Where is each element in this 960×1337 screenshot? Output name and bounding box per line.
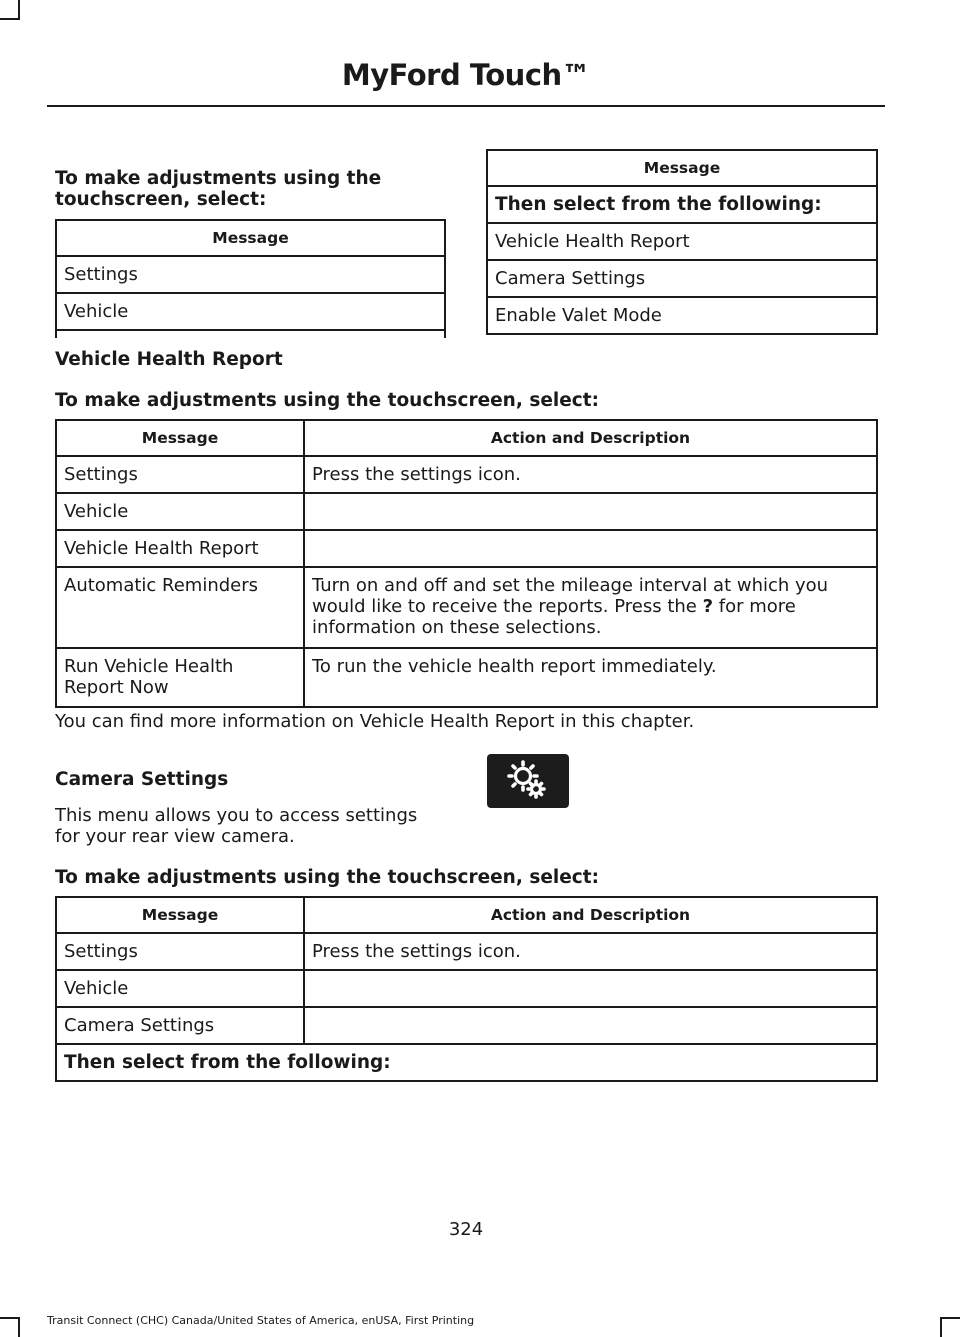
action-cell <box>304 1007 877 1044</box>
vhr-instruction: To make adjustments using the touchscreen, select: <box>55 390 599 411</box>
crop-mark <box>0 18 20 20</box>
action-cell <box>304 970 877 1007</box>
message-cell: Automatic Reminders <box>56 567 304 648</box>
crop-mark <box>18 0 20 20</box>
table-row <box>56 493 877 530</box>
crop-mark <box>940 1317 960 1319</box>
table-row <box>56 970 877 1007</box>
table-cell: Camera Settings <box>487 260 877 297</box>
header-divider <box>47 105 885 107</box>
vhr-table <box>55 419 878 708</box>
footer-text: Transit Connect (CHC) Canada/United States of America, enUSA, First Printing <box>47 1314 475 1327</box>
camera-title: Camera Settings <box>55 769 229 790</box>
table-row <box>56 530 877 567</box>
action-cell <box>304 530 877 567</box>
page-title: MyFord Touch™ <box>341 58 591 92</box>
vhr-title: Vehicle Health Report <box>55 349 283 370</box>
table-row <box>56 567 877 648</box>
table-row <box>56 648 877 707</box>
action-cell: Press the settings icon. <box>304 456 877 493</box>
action-text: for more information on these selections. <box>312 596 796 638</box>
table-row <box>56 1007 877 1044</box>
table-cell: Vehicle <box>56 293 445 330</box>
message-cell: Settings <box>56 456 304 493</box>
camera-table <box>55 896 878 1082</box>
table-cell: Enable Valet Mode <box>487 297 877 334</box>
table-row <box>56 1044 877 1081</box>
table-cell: Vehicle Health Report <box>487 223 877 260</box>
table-header-message: Message <box>56 220 445 256</box>
vhr-note: You can find more information on Vehicle Health Report in this chapter. <box>55 711 695 732</box>
right-message-table <box>486 149 878 335</box>
intro-heading: To make adjustments using the touchscreen, select: <box>55 168 382 210</box>
table-cell: Settings <box>56 256 445 293</box>
settings-gears-icon <box>487 754 569 808</box>
action-cell: To run the vehicle health report immediately. <box>304 648 877 707</box>
column-header-message: Message <box>56 897 304 933</box>
crop-mark <box>940 1317 942 1337</box>
crop-mark <box>18 1317 20 1337</box>
message-cell: Camera Settings <box>56 1007 304 1044</box>
table-cell-empty <box>56 330 445 338</box>
action-text: Turn on and off and set the mileage interval at which you would like to receive the reports. Press the <box>312 575 829 617</box>
page-number: 324 <box>448 1219 484 1240</box>
table-header-message: Message <box>487 150 877 186</box>
message-cell: Vehicle <box>56 970 304 1007</box>
action-cell <box>304 567 877 648</box>
message-cell: Settings <box>56 933 304 970</box>
table-row <box>56 456 877 493</box>
column-header-message: Message <box>56 420 304 456</box>
table-row <box>56 933 877 970</box>
camera-description: This menu allows you to access settings for your rear view camera. <box>55 805 418 847</box>
camera-instruction: To make adjustments using the touchscreen, select: <box>55 867 599 888</box>
crop-mark <box>0 1317 20 1319</box>
column-header-action: Action and Description <box>304 420 877 456</box>
message-cell: Run Vehicle Health Report Now <box>56 648 304 707</box>
column-header-action: Action and Description <box>304 897 877 933</box>
then-select-row: Then select from the following: <box>56 1044 877 1081</box>
message-cell: Vehicle <box>56 493 304 530</box>
then-select-row: Then select from the following: <box>487 186 877 223</box>
action-cell: Press the settings icon. <box>304 933 877 970</box>
intro-table <box>55 219 446 338</box>
message-cell: Vehicle Health Report <box>56 530 304 567</box>
action-cell <box>304 493 877 530</box>
help-question-mark: ? <box>702 596 714 617</box>
